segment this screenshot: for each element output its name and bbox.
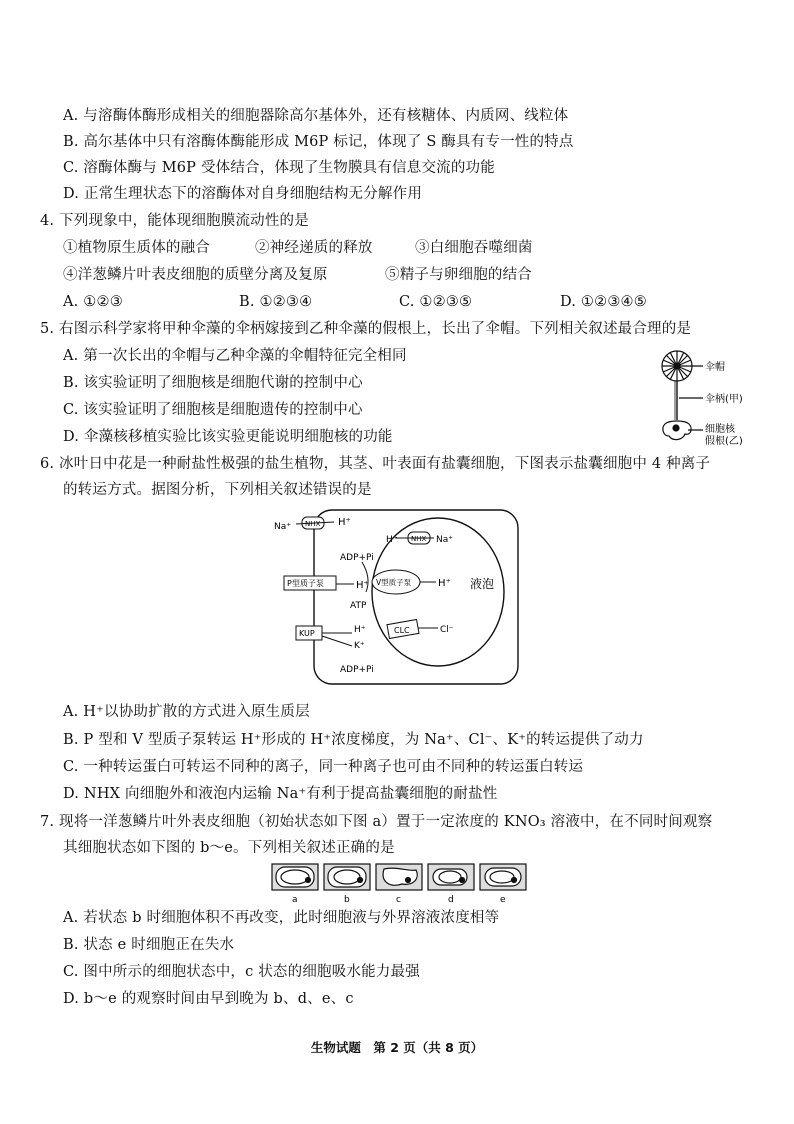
q5-option-d: D. 伞藻核移植实验比该实验更能说明细胞核的功能 [63,429,393,445]
q6-option-c: C. 一种转运蛋白可转运不同种的离子，同一种离子也可由不同种的转运蛋白转运 [63,759,584,775]
label-clc: CLC [394,626,410,635]
q4-option-c: C. ①②③⑤ [399,294,473,310]
label-k-low: K⁺ [354,641,365,651]
q4-stem: 4. 下列现象中，能体现细胞膜流动性的是 [40,213,309,229]
q6-option-b: B. P 型和 V 型质子泵转运 H⁺形成的 H⁺浓度梯度，为 Na⁺、Cl⁻、K⁺的转运提供了动力 [63,732,644,748]
q7-option-b: B. 状态 e 时细胞正在失水 [63,937,235,953]
label-h-low: H⁺ [354,625,366,635]
cell-label-e: e [500,895,506,904]
label-h-mid-right: H⁺ [438,578,451,589]
clc-transporter [387,620,419,639]
cell-label-a: a [292,895,298,904]
salt-bladder-cell-figure [270,500,530,690]
q4-item-5: ⑤精子与卵细胞的结合 [385,267,532,283]
label-p-pump: P型质子泵 [287,579,324,588]
label-adp-top: ADP+Pi [340,553,374,563]
q4-item-3: ③白细胞吞噬细菌 [415,240,533,256]
q6-stem-line1: 6. 冰叶日中花是一种耐盐性极强的盐生植物，其茎、叶表面有盐囊细胞，下图表示盐囊细胞中 4 种离子 [40,456,711,472]
q4-option-b: B. ①②③④ [239,294,313,310]
q6-stem-line2: 的转运方式。据图分析，下列相关叙述错误的是 [63,482,372,498]
q5-option-c: C. 该实验证明了细胞核是细胞遗传的控制中心 [63,402,363,418]
label-nhx-right: NHX [411,535,427,543]
cell-label-d: d [448,895,454,904]
q6-option-a: A. H⁺以协助扩散的方式进入原生质层 [63,704,310,720]
label-vacuole: 液泡 [470,577,495,591]
v-type-pump [372,570,420,594]
q3-option-c: C. 溶酶体酶与 M6P 受体结合，体现了生物膜具有信息交流的功能 [63,160,495,176]
label-na-right: Na⁺ [436,535,453,545]
q4-option-a: A. ①②③ [63,294,123,310]
label-h-mid-left: H⁺ [356,580,369,591]
fig-label-nucleus: 细胞核 [705,424,735,435]
q3-option-d: D. 正常生理状态下的溶酶体对自身细胞结构无分解作用 [63,186,423,202]
q4-item-2: ②神经递质的释放 [255,240,373,256]
fig-label-rhizoid: 假根(乙) [705,436,743,447]
label-na-left: Na⁺ [274,522,291,532]
cell-label-c: c [396,895,401,904]
page-footer: 生物试题 第 2 页（共 8 页） [310,1040,484,1055]
q4-item-1: ①植物原生质体的融合 [63,240,210,256]
q5-stem: 5. 右图示科学家将甲种伞藻的伞柄嫁接到乙种伞藻的假根上，长出了伞帽。下列相关叙述最合理的是 [40,321,692,337]
cell-label-b: b [344,895,350,904]
p-type-pump [284,576,336,590]
plant-cells-figure [270,862,530,904]
label-atp: ATP [350,601,367,611]
fig-label-cap: 伞帽 [705,362,725,373]
label-h-right-top: H⁺ [386,535,398,545]
q3-option-b: B. 高尔基体中只有溶酶体酶能形成 M6P 标记，体现了 S 酶具有专一性的特点 [63,134,574,150]
q7-option-a: A. 若状态 b 时细胞体积不再改变，此时细胞液与外界溶液浓度相等 [63,910,500,926]
label-v-pump: V型质子泵 [376,578,412,587]
q4-option-d: D. ①②③④⑤ [560,294,647,310]
q3-option-a: A. 与溶酶体酶形成相关的细胞器除高尔基体外，还有核糖体、内质网、线粒体 [63,108,569,124]
q5-option-b: B. 该实验证明了细胞核是细胞代谢的控制中心 [63,375,363,391]
label-h-top: H⁺ [338,517,351,528]
acetabularia-figure [655,346,765,452]
q7-stem-line2: 其细胞状态如下图的 b～e。下列相关叙述正确的是 [63,840,395,856]
label-adp-bottom: ADP+Pi [340,665,374,675]
label-cl: Cl⁻ [440,625,454,635]
q5-option-a: A. 第一次长出的伞帽与乙种伞藻的伞帽特征完全相同 [63,348,407,364]
kup-transporter [296,626,322,640]
q7-stem-line1: 7. 现将一洋葱鳞片叶外表皮细胞（初始状态如下图 a）置于一定浓度的 KNO₃ 溶液中，在不同时间观察 [40,814,713,830]
label-kup: KUP [299,629,315,638]
label-nhx-top: NHX [305,520,321,528]
q6-option-d: D. NHX 向细胞外和液泡内运输 Na⁺有利于提高盐囊细胞的耐盐性 [63,786,498,802]
q7-option-c: C. 图中所示的细胞状态中，c 状态的细胞吸水能力最强 [63,964,420,980]
fig-label-stalk: 伞柄(甲) [705,394,743,405]
q7-option-d: D. b～e 的观察时间由早到晚为 b、d、e、c [63,991,354,1007]
q4-item-4: ④洋葱鳞片叶表皮细胞的质壁分离及复原 [63,267,328,283]
